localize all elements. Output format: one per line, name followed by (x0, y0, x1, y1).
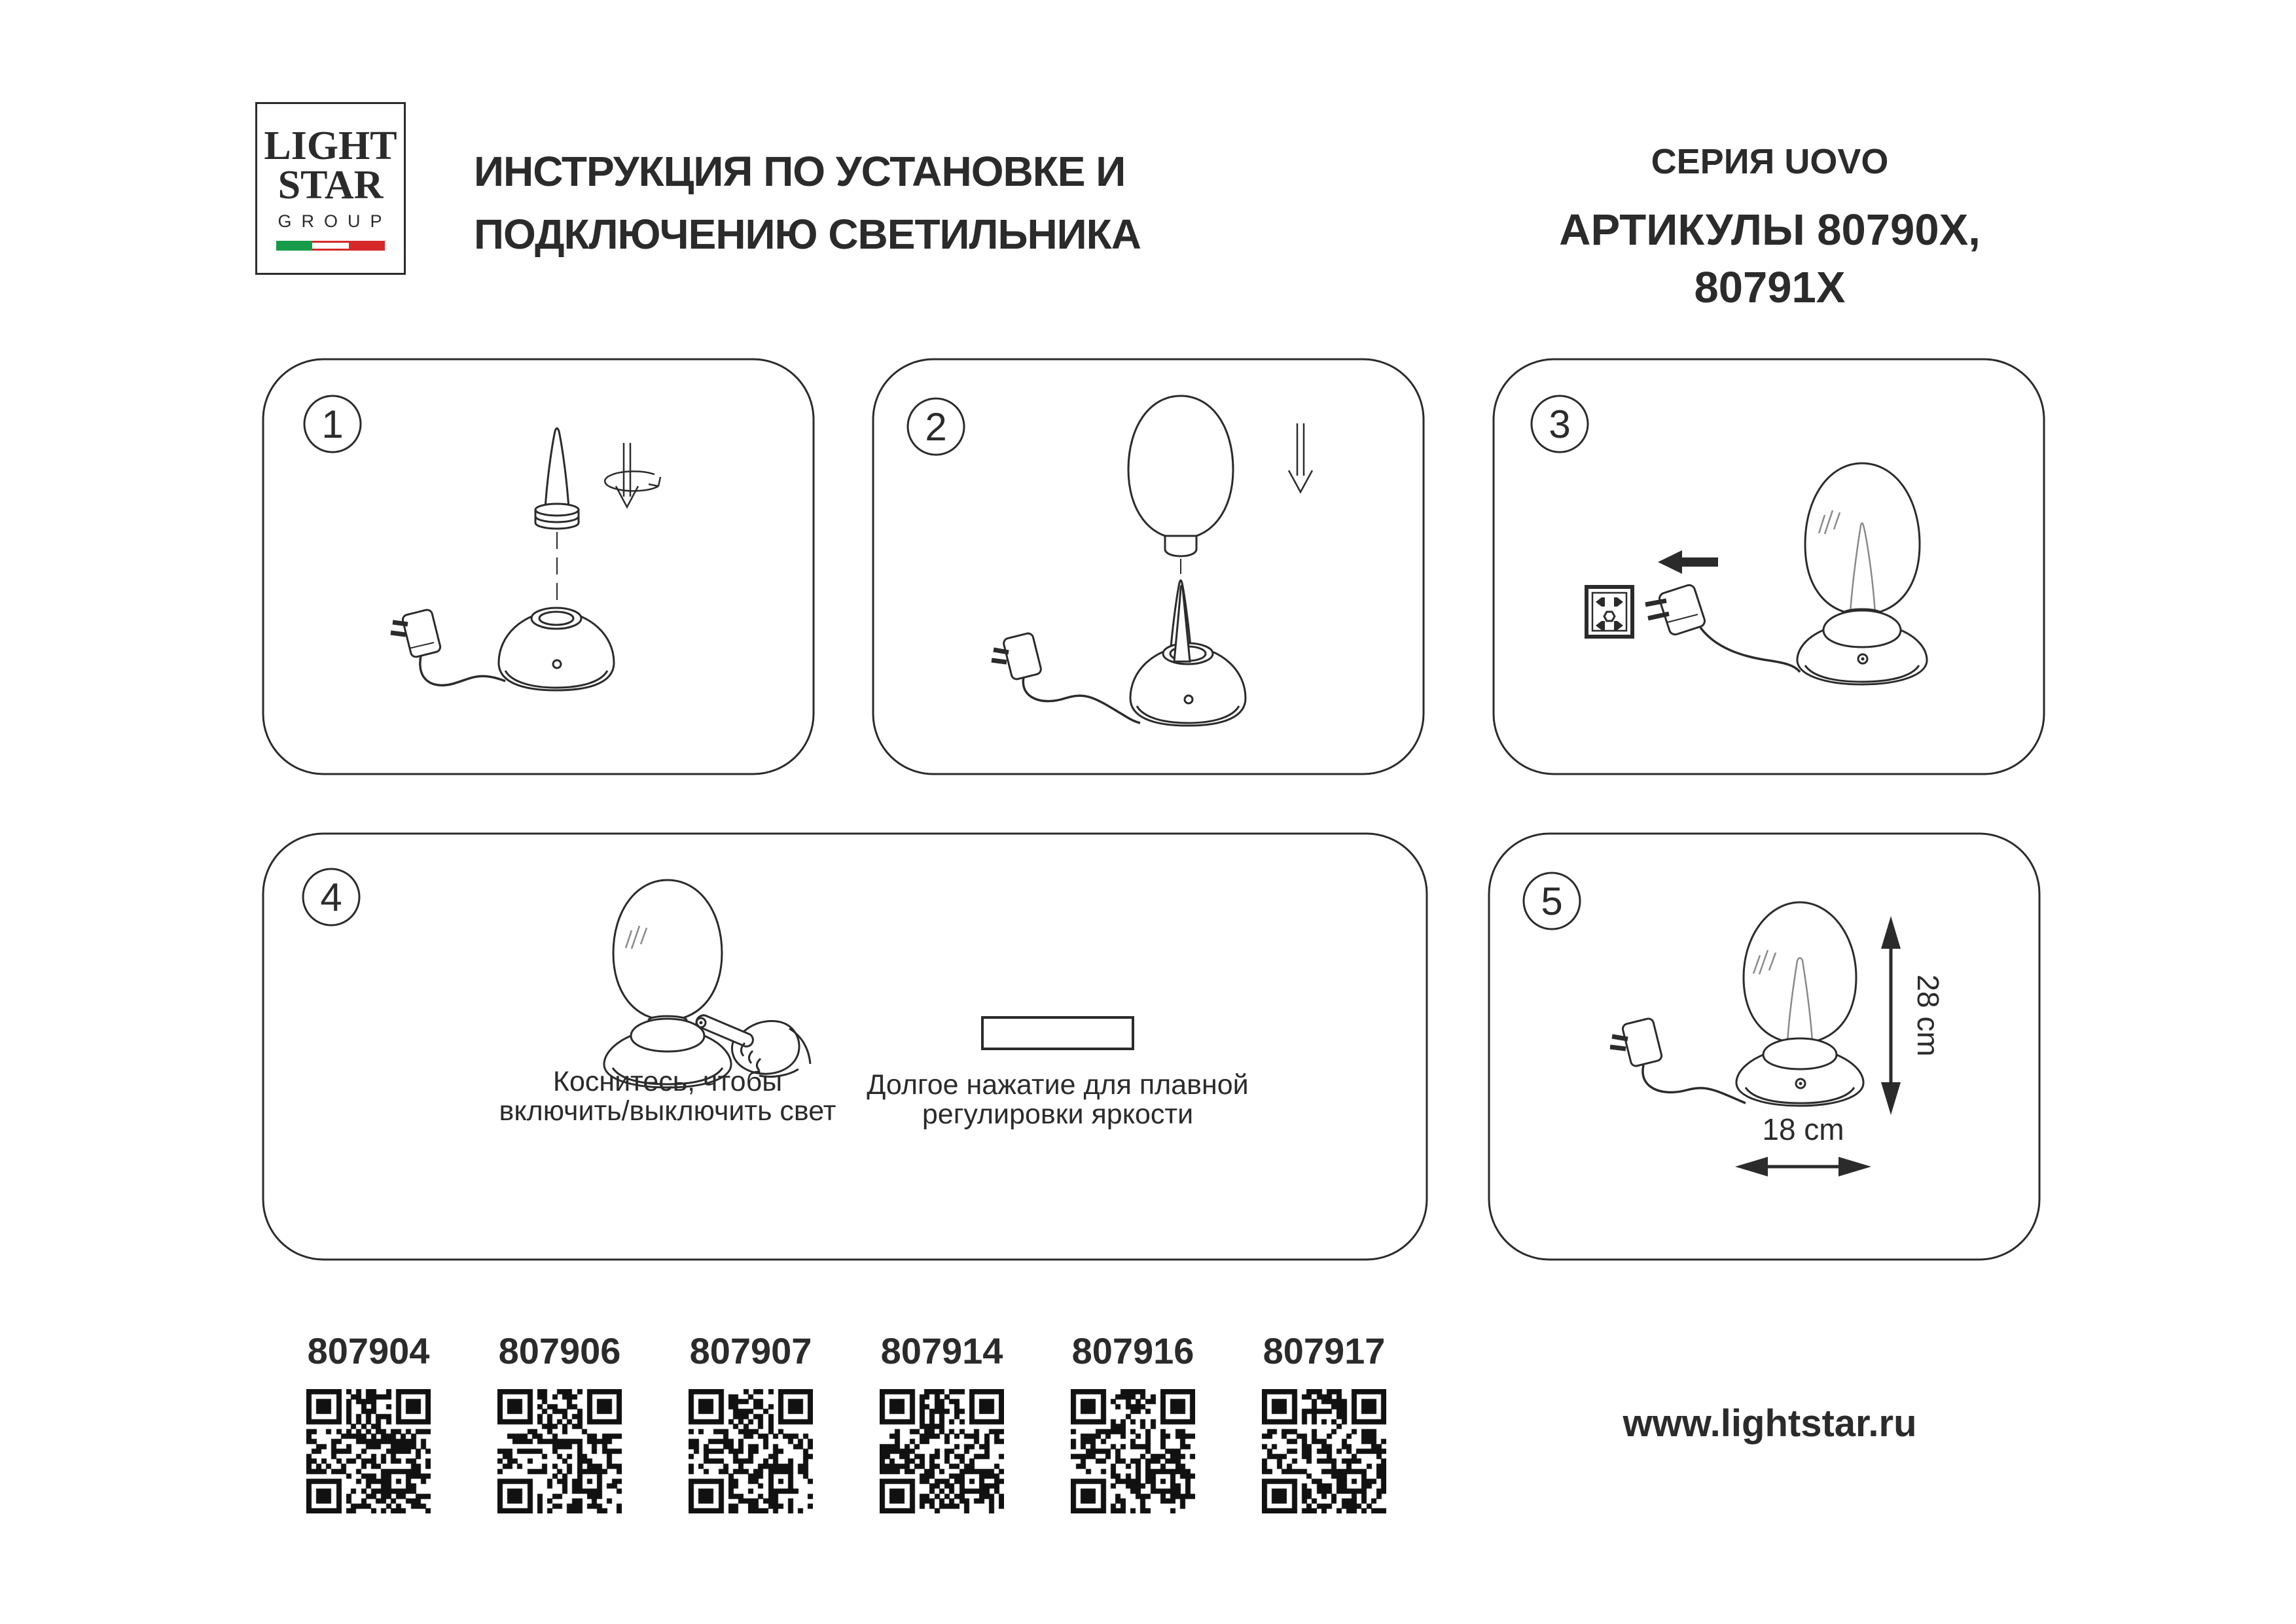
assembled-lamp (1797, 463, 1927, 684)
qr-code (497, 1389, 622, 1513)
italian-flag-icon (276, 241, 385, 251)
logo-star-text: STAR (278, 163, 384, 207)
plug-direction-arrow-icon (1658, 550, 1718, 574)
touch-button (1799, 1082, 1803, 1086)
step-3-panel (1492, 358, 2045, 775)
series-block (1508, 141, 2032, 317)
step-4-badge (303, 869, 359, 925)
panel-border (1494, 359, 2044, 774)
touch-button (700, 1021, 703, 1025)
power-cable (420, 656, 505, 685)
step-5-panel (1488, 832, 2041, 1261)
diagram-plug-in (1587, 463, 1927, 684)
title-line-2: ПОДКЛЮЧЕНИЮ СВЕТИЛЬНИКА (474, 211, 1141, 258)
height-dimension-label: 28 cm (1911, 974, 1945, 1057)
step-1-badge (304, 396, 361, 452)
qr-code (880, 1389, 1004, 1513)
qr-code (1262, 1389, 1386, 1513)
power-cable (1700, 627, 1800, 672)
power-adapter-icon (1645, 584, 1800, 672)
article-number: 807917 (1263, 1330, 1386, 1371)
step-3-badge (1532, 396, 1588, 452)
lightstar-logo (255, 102, 406, 275)
series-label: СЕРИЯ UOVO (1651, 142, 1889, 181)
glass-shade (613, 880, 722, 1020)
power-adapter-icon (391, 609, 505, 685)
article-number: 807907 (689, 1330, 812, 1371)
svg-text:5: 5 (1541, 879, 1563, 923)
longpress-button-shape (982, 1017, 1133, 1049)
longpress-caption-line-1: Долгое нажатие для плавной (867, 1069, 1249, 1101)
power-cable (1023, 677, 1140, 723)
flag-white-stripe (312, 241, 348, 251)
logo-light-text: LIGHT (264, 124, 397, 168)
article-number: 807906 (498, 1330, 621, 1371)
touch-caption-line-2: включить/выключить свет (499, 1095, 836, 1127)
flag-red-stripe (349, 241, 385, 251)
diagram-touch-control (604, 880, 1133, 1087)
longpress-caption-line-2: регулировки яркости (922, 1099, 1194, 1130)
articles-line-1: АРТИКУЛЫ 80790X, (1559, 205, 1981, 255)
panel-border (1489, 834, 2039, 1260)
articles-line-2: 80791X (1694, 263, 1846, 312)
article-number: 807916 (1071, 1330, 1194, 1371)
qr-code (689, 1389, 813, 1513)
flag-green-stripe (276, 241, 312, 251)
step-2-badge (908, 398, 964, 455)
step-1-panel (262, 358, 815, 775)
qr-code (1071, 1389, 1195, 1513)
articles-label (1508, 202, 2032, 317)
touch-button (1861, 658, 1865, 661)
svg-text:4: 4 (320, 875, 342, 919)
diagram-dimensions (1610, 902, 1901, 1176)
article-number: 807914 (880, 1330, 1003, 1371)
svg-text:1: 1 (321, 402, 344, 446)
website-link: www.lightstar.ru (1623, 1402, 1917, 1445)
touch-caption-line-1: Коснитесь, чтобы (552, 1066, 783, 1097)
glass-shade (1805, 463, 1920, 614)
diagram-place-shade (992, 396, 1312, 726)
down-arrow-icon (1289, 423, 1312, 492)
diagram-screw-stem (391, 429, 660, 691)
title-line-1: ИНСТРУКЦИЯ ПО УСТАНОВКЕ И (474, 148, 1126, 195)
height-dimension-arrow (1881, 916, 1901, 1115)
step-4-panel (262, 832, 1428, 1261)
page-title (474, 140, 1292, 266)
glass-shade (1128, 396, 1233, 538)
screw-down-arrow-icon (605, 443, 660, 507)
power-adapter-icon (992, 632, 1140, 723)
svg-text:3: 3 (1549, 402, 1571, 446)
panel-border (263, 359, 814, 774)
power-cable (1643, 1065, 1746, 1103)
step-2-panel (872, 358, 1425, 775)
width-dimension-arrow (1735, 1157, 1871, 1176)
width-dimension-label: 18 cm (1762, 1112, 1844, 1146)
svg-text:2: 2 (925, 405, 947, 449)
step-5-badge (1524, 873, 1580, 929)
qr-code (306, 1389, 431, 1513)
panel-border (263, 834, 1427, 1260)
wall-socket-icon (1587, 587, 1632, 637)
article-number: 807904 (307, 1330, 430, 1371)
power-adapter-icon (1610, 1017, 1746, 1103)
logo-group-text: GROUP (278, 211, 392, 231)
